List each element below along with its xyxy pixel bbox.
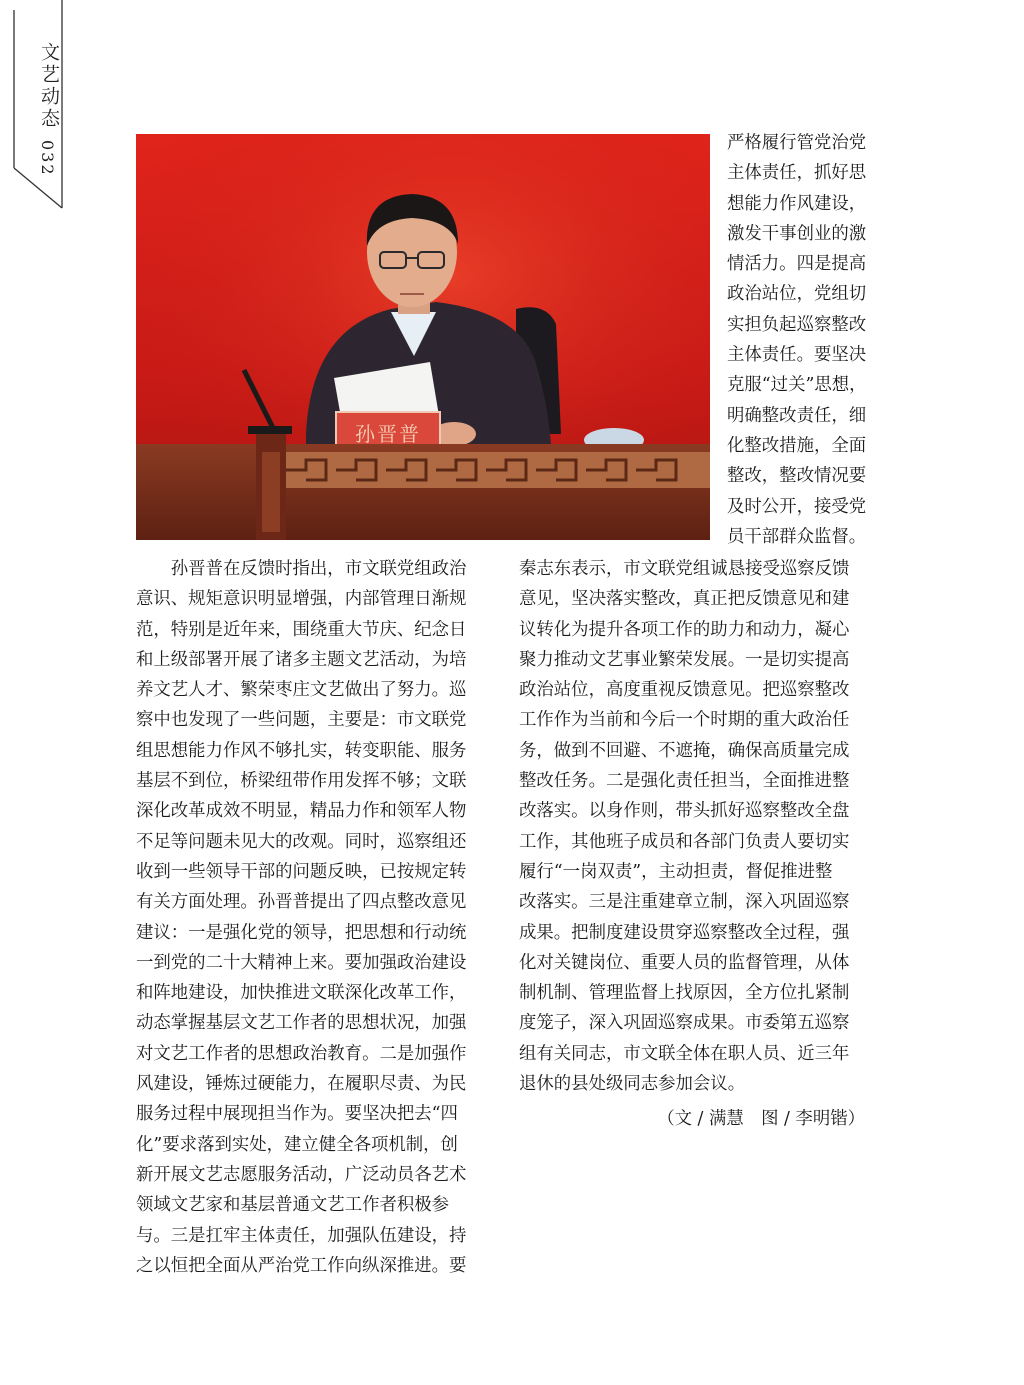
text-line: 对文艺工作者的思想政治教育。二是加强作 <box>136 1043 467 1064</box>
text-line: 主体责任。要坚决 <box>727 345 867 366</box>
text-line: 之以恒把全面从严治党工作向纵深推进。要 <box>136 1255 467 1276</box>
text-line: 政治站位，党组切 <box>727 284 867 305</box>
page-number: 032 <box>38 140 57 177</box>
text-line: 化”要求落到实处，建立健全各项机制，创 <box>136 1134 458 1155</box>
text-line: 及时公开，接受党 <box>727 496 867 517</box>
text-line: 建议：一是强化党的领导，把思想和行动统 <box>136 922 467 943</box>
text-line: 激发干事创业的激 <box>727 223 867 244</box>
text-line: 秦志东表示，市文联党组诚恳接受巡察反馈 <box>519 559 850 579</box>
text-line: 和阵地建设，加快推进文联深化改革工作， <box>136 983 467 1004</box>
byline: （文 / 满慧 图 / 李明锴） <box>657 1109 865 1129</box>
speaker-photo-illustration <box>136 134 710 540</box>
text-line: 范，特别是近年来，围绕重大节庆、纪念日 <box>136 619 467 640</box>
text-line: 孙晋普在反馈时指出，市文联党组政治 <box>136 559 467 579</box>
text-line: 不足等问题未见大的改观。同时，巡察组还 <box>136 831 467 852</box>
text-line: 收到一些领导干部的问题反映，已按规定转 <box>136 861 467 882</box>
text-line: 明确整改责任，细 <box>727 405 867 426</box>
text-line: 严格履行管党治党 <box>727 133 867 153</box>
text-line: 与。三是扛牢主体责任，加强队伍建设，持 <box>136 1225 467 1246</box>
text-line: 改落实。三是注重建章立制，深入巩固巡察 <box>519 892 850 913</box>
text-line: 基层不到位，桥梁纽带作用发挥不够；文联 <box>136 771 467 792</box>
text-line: 履行“一岗双责”，主动担责，督促推进整 <box>519 861 833 882</box>
text-line: 情活力。四是提高 <box>727 254 867 275</box>
text-line: 政治站位，高度重视反馈意见。把巡察整改 <box>519 680 850 701</box>
text-line: 想能力作风建设， <box>727 193 867 214</box>
text-line: 整改任务。二是强化责任担当，全面推进整 <box>519 771 850 792</box>
text-line: 务，做到不回避、不遮掩，确保高质量完成 <box>519 740 850 761</box>
text-line: 克服“过关”思想， <box>727 375 867 396</box>
text-line: 议转化为提升各项工作的助力和动力，凝心 <box>519 619 850 640</box>
text-line: 制机制、管理监督上找原因，全方位扎紧制 <box>519 983 850 1004</box>
text-line: 意见，坚决落实整改，真正把反馈意见和建 <box>519 589 850 610</box>
text-line: 新开展文艺志愿服务活动，广泛动员各艺术 <box>136 1164 467 1185</box>
text-line: 工作，其他班子成员和各部门负责人要切实 <box>519 831 850 852</box>
text-line: 领域文艺家和基层普通文艺工作者积极参 <box>136 1195 450 1216</box>
text-line: 养文艺人才、繁荣枣庄文艺做出了努力。巡 <box>136 680 467 701</box>
text-line: 组思想能力作风不够扎实，转变职能、服务 <box>136 740 467 761</box>
text-line: 风建设，锤炼过硬能力，在履职尽责、为民 <box>136 1074 467 1095</box>
text-line: 工作作为当前和今后一个时期的重大政治任 <box>519 710 850 731</box>
text-line: 改落实。以身作则，带头抓好巡察整改全盘 <box>519 801 850 822</box>
text-line: 主体责任，抓好思 <box>727 163 867 184</box>
text-line: 化对关键岗位、重要人员的监督管理，从体 <box>519 952 850 973</box>
text-line: 整改，整改情况要 <box>727 466 867 487</box>
text-line: 一到党的二十大精神上来。要加强政治建设 <box>136 952 467 973</box>
section-tab <box>0 0 80 230</box>
text-line: 度笼子，深入巩固巡察成果。市委第五巡察 <box>519 1013 850 1034</box>
text-line: 退休的县处级同志参加会议。 <box>519 1074 746 1095</box>
text-line: 实担负起巡察整改 <box>727 314 867 335</box>
speaker-photo <box>136 134 710 540</box>
right-top-paragraph <box>727 128 887 552</box>
text-line: 服务过程中展现担当作为。要坚决把去“四 <box>136 1104 458 1125</box>
text-line: 员干部群众监督。 <box>727 526 867 547</box>
text-line: 意识、规矩意识明显增强，内部管理日渐规 <box>136 589 467 610</box>
nameplate-label: 孙晋普 <box>355 422 421 446</box>
text-line: 化整改措施，全面 <box>727 435 867 456</box>
text-line: 组有关同志，市文联全体在职人员、近三年 <box>519 1043 850 1064</box>
text-line: 和上级部署开展了诸多主题文艺活动，为培 <box>136 649 467 670</box>
text-line: 成果。把制度建设贯穿巡察整改全过程，强 <box>519 922 850 943</box>
left-column-paragraph <box>136 554 498 1281</box>
text-line: 察中也发现了一些问题，主要是：市文联党 <box>136 710 467 731</box>
text-line: 动态掌握基层文艺工作者的思想状况，加强 <box>136 1013 467 1034</box>
text-line: 深化改革成效不明显，精品力作和领军人物 <box>136 801 467 822</box>
text-line: 聚力推动文艺事业繁荣发展。一是切实提高 <box>519 649 850 670</box>
section-title: 文艺动态 <box>38 42 60 130</box>
text-line: 有关方面处理。孙晋普提出了四点整改意见 <box>136 892 467 913</box>
right-column-paragraph <box>519 554 885 1099</box>
